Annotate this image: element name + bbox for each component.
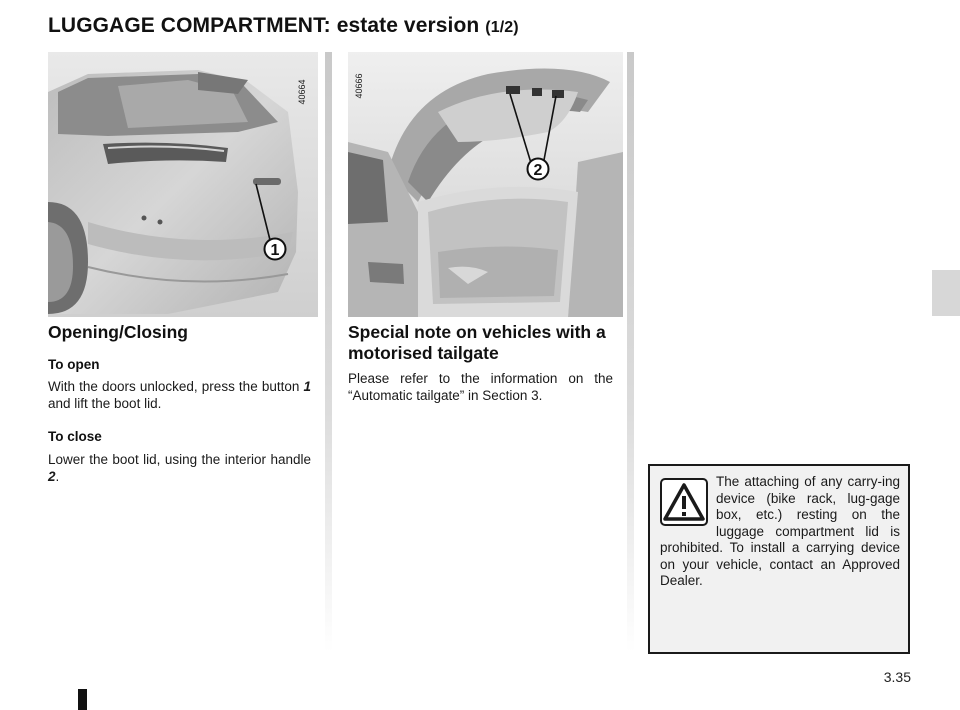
figure-open-tailgate <box>348 52 623 317</box>
car-rear-illustration <box>48 52 318 317</box>
motorised-tailgate-heading: Special note on vehicles with a motorised tailgate <box>348 322 606 363</box>
figure-code-40664: 40664 <box>297 79 307 105</box>
figure-code-40666: 40666 <box>354 73 364 99</box>
to-open-subheading: To open <box>48 357 100 372</box>
page-title-suffix: (1/2) <box>485 19 519 36</box>
open-tailgate-illustration <box>348 52 623 317</box>
to-open-paragraph <box>48 378 311 412</box>
to-close-paragraph <box>48 451 311 485</box>
figure-car-rear <box>48 52 318 317</box>
motorised-tailgate-paragraph: Please refer to the information on the “Automatic tailgate” in Section 3. <box>348 371 613 403</box>
to-close-text-before: Lower the boot lid, using the interior handle <box>48 452 311 467</box>
corner-crop-mark <box>78 689 87 710</box>
column-separator-1 <box>325 52 332 652</box>
callout-2-label: 2 <box>533 162 543 179</box>
to-open-text-after: and lift the boot lid. <box>48 396 162 411</box>
opening-closing-heading: Opening/Closing <box>48 322 188 342</box>
callout-1-label: 1 <box>270 242 280 259</box>
page-number: 3.35 <box>883 669 911 685</box>
warning-box <box>648 464 910 654</box>
warning-text <box>660 474 900 590</box>
page-title-text: LUGGAGE COMPARTMENT: estate version <box>48 14 480 37</box>
to-close-text-after: . <box>55 469 60 484</box>
button-ref-1: 1 <box>303 379 311 394</box>
handle-ref-2: 2 <box>48 469 56 484</box>
page-title <box>48 14 519 38</box>
column-separator-2 <box>627 52 634 652</box>
warning-text-content: The attaching of any carry-ing device (bike rack, lug-gage box, etc.) resting on the luggage compartment lid is prohibited. To install a carrying device on your vehicle, contact an Approved Dealer. <box>660 474 900 588</box>
to-open-text-before: With the doors unlocked, press the button <box>48 379 304 394</box>
to-close-subheading: To close <box>48 429 102 444</box>
chapter-tab-marker <box>932 270 960 316</box>
